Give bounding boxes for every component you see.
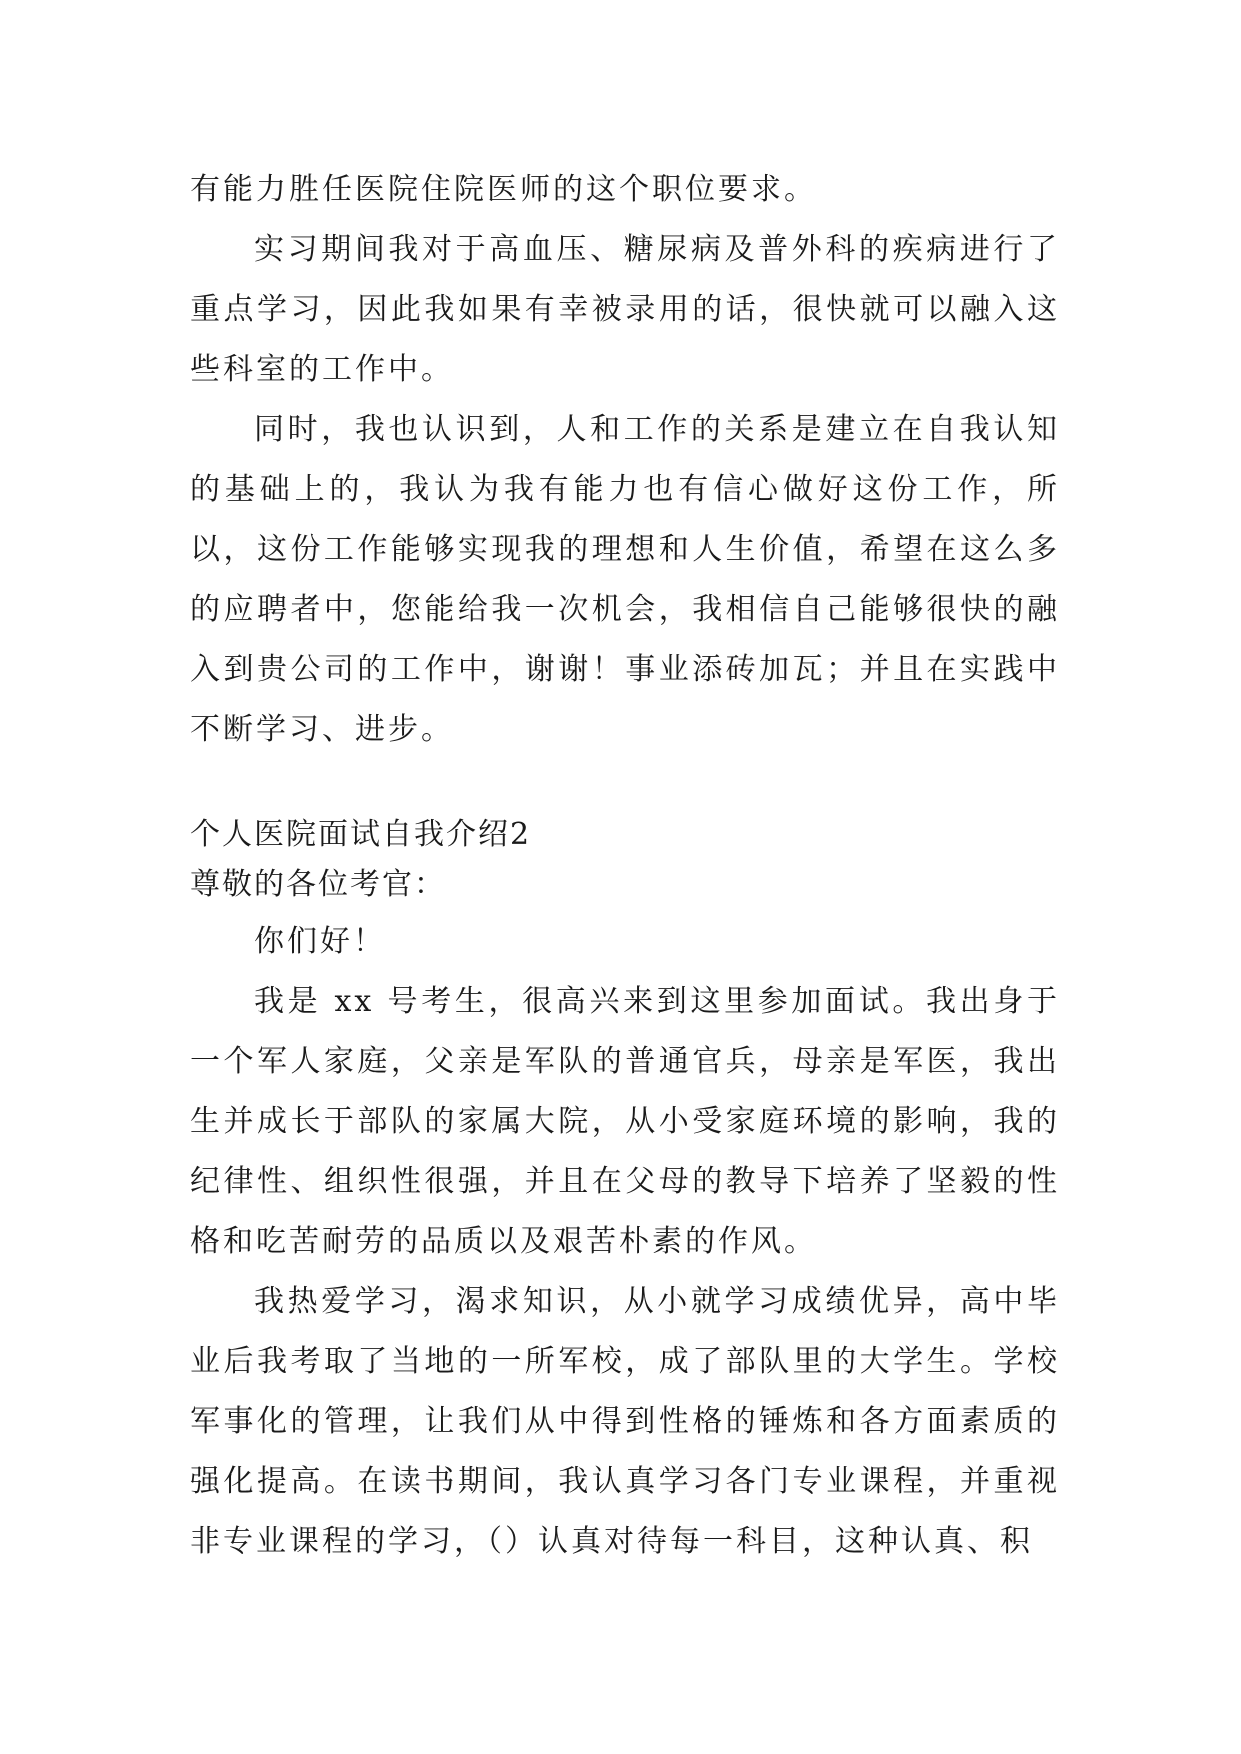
paragraph-3: 同时，我也认识到，人和工作的关系是建立在自我认知的基础上的，我认为我有能力也有信心做好这份工作，所以，这份工作能够实现我的理想和人生价值，希望在这么多的应聘者中，您能给我一次机会，我相信自己能够很快的融入到贵公司的工作中，谢谢！事业添砖加瓦；并且在实践中不断学习、进步。	[190, 412, 1060, 747]
greeting: 你们好！	[254, 924, 386, 959]
salutation: 尊敬的各位考官：	[190, 867, 446, 902]
paragraph-2: 实习期间我对于高血压、糖尿病及普外科的疾病进行了重点学习，因此我如果有幸被录用的话，很快就可以融入这些科室的工作中。	[190, 232, 1060, 387]
paragraph-5: 我热爱学习，渴求知识，从小就学习成绩优异，高中毕业后我考取了当地的一所军校，成了部队里的大学生。学校军事化的管理，让我们从中得到性格的锤炼和各方面素质的强化提高。在读书期间，我认真学习各门专业课程，并重视非专业课程的学习，（）认真对待每一科目，这种认真、积	[190, 1284, 1060, 1559]
section-title: 个人医院面试自我介绍2	[190, 817, 532, 852]
paragraph-1: 有能力胜任医院住院医师的这个职位要求。	[190, 172, 817, 207]
section-spacer	[190, 760, 1060, 813]
paragraph-4: 我是 xx 号考生，很高兴来到这里参加面试。我出身于一个军人家庭，父亲是军队的普通官兵，母亲是军医，我出生并成长于部队的家属大院，从小受家庭环境的影响，我的纪律性、组织性很强，并且在父母的教导下培养了坚毅的性格和吃苦耐劳的品质以及艰苦朴素的作风。	[190, 984, 1060, 1259]
document-body	[190, 160, 1060, 1572]
